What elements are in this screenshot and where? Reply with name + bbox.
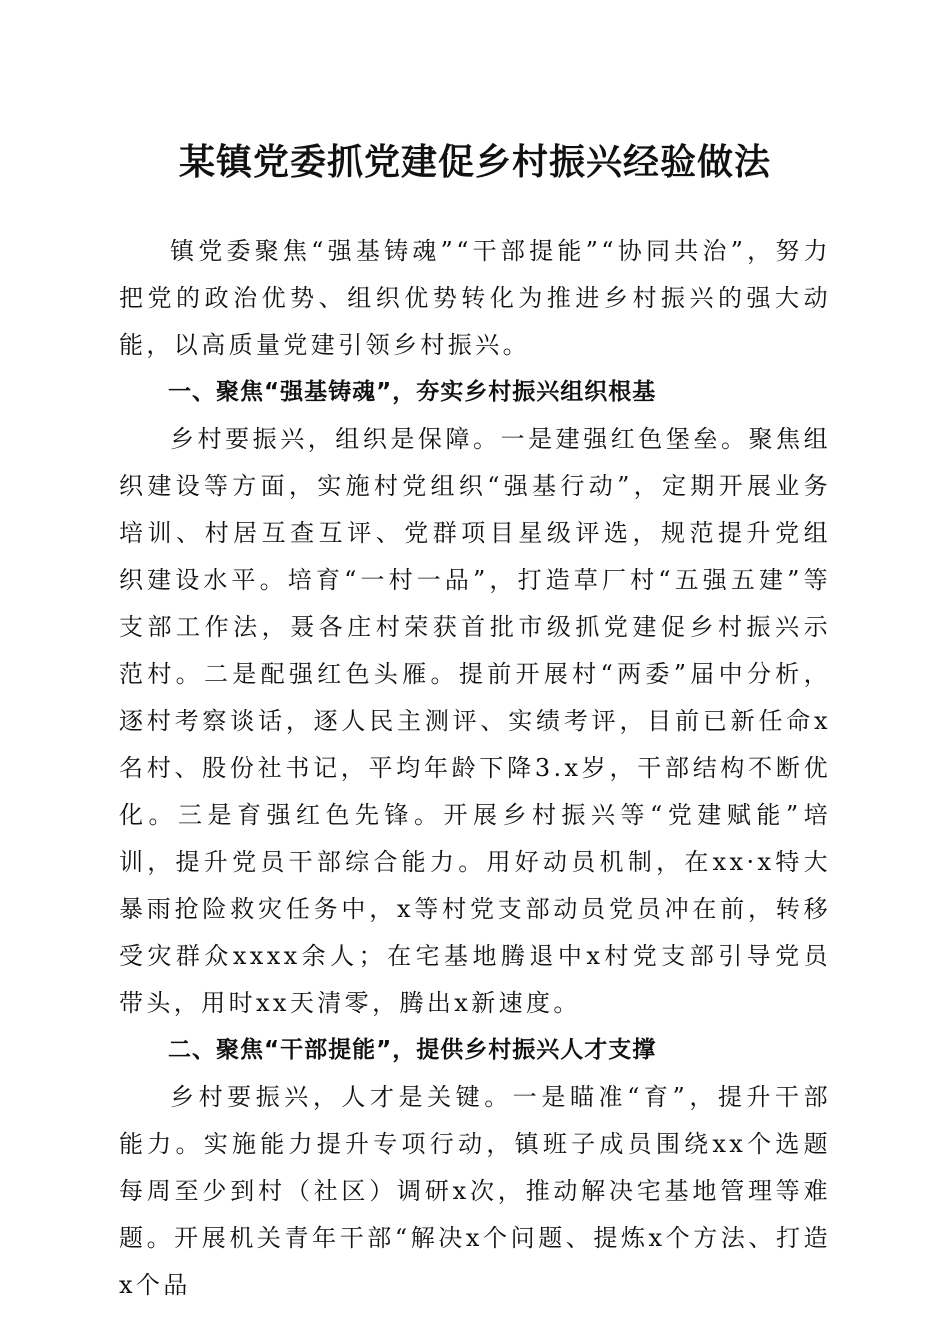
section-1-paragraph: 乡村要振兴，组织是保障。一是建强红色堡垒。聚焦组织建设等方面，实施村党组织“强基行动”，定期开展业务培训、村居互查互评、党群项目星级评选，规范提升党组织建设水平。培育“一村一品”，打造草厂村“五强五建”等支部工作法，聂各庄村荣获首批市级抓党建促乡村振兴示范村。二是配强红色头雁。提前开展村“两委”届中分析，逐村考察谈话，逐人民主测评、实绩考评，目前已新任命x名村、股份社书记，平均年龄下降3.x岁，干部结构不断优化。三是育强红色先锋。开展乡村振兴等“党建赋能”培训，提升党员干部综合能力。用好动员机制，在xx·x特大暴雨抢险救灾任务中，x等村党支部动员党员冲在前，转移受灾群众xxxx余人；在宅基地腾退中x村党支部引导党员带头，用时xx天清零，腾出x新速度。	[119, 425, 831, 1017]
section-2-paragraph: 乡村要振兴，人才是关键。一是瞄准“育”，提升干部能力。实施能力提升专项行动，镇班子成员围绕xx个选题每周至少到村（社区）调研x次，推动解决宅基地管理等难题。开展机关青年干部“解决x个问题、提炼x个方法、打造x个品	[119, 1083, 831, 1299]
document-body	[119, 228, 831, 1309]
intro-paragraph: 镇党委聚焦“强基铸魂”“干部提能”“协同共治”，努力把党的政治优势、组织优势转化为推进乡村振兴的强大动能，以高质量党建引领乡村振兴。	[119, 237, 831, 359]
section-1-heading: 一、聚焦“强基铸魂”，夯实乡村振兴组织根基	[168, 379, 657, 405]
section-2-heading: 二、聚焦“干部提能”，提供乡村振兴人才支撑	[168, 1037, 657, 1063]
document-title: 某镇党委抓党建促乡村振兴经验做法	[178, 141, 771, 183]
